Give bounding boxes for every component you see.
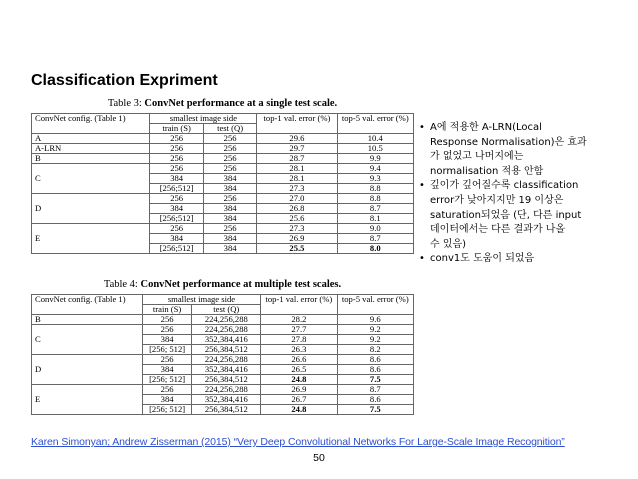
- note-line: conv1도 도움이 되었음: [430, 253, 535, 265]
- cell-top5: 7.5: [337, 405, 413, 415]
- cell-train: 256: [150, 194, 203, 204]
- cell-top1: 27.8: [261, 335, 337, 345]
- cell-top5: 9.6: [337, 315, 413, 325]
- note-line: 깊이가 깊어질수록 classification: [430, 180, 579, 192]
- cell-train: 384: [142, 395, 192, 405]
- cell-top5: 8.7: [337, 204, 413, 214]
- cell-top1: 27.3: [257, 224, 337, 234]
- cell-top5: 9.0: [337, 224, 413, 234]
- column-subheader: test (Q): [192, 305, 261, 315]
- cell-train: [256;512]: [150, 244, 203, 254]
- cell-config: A: [32, 134, 150, 144]
- cell-top5: 9.3: [337, 174, 413, 184]
- cell-train: [256; 512]: [142, 345, 192, 355]
- cell-top5: 8.6: [337, 395, 413, 405]
- note-line: 가 없었고 나머지에는: [430, 151, 524, 163]
- notes-list: [419, 121, 631, 267]
- bullet-marker: •: [419, 122, 425, 133]
- cell-train: 256: [150, 154, 203, 164]
- cell-config: C: [32, 164, 150, 194]
- note-line: saturation되었음 (단, 다른 input: [430, 209, 582, 221]
- column-header: ConvNet config. (Table 1): [32, 295, 143, 315]
- note-item: [419, 252, 631, 267]
- note-line: error가 낮아지지만 19 이상은: [430, 194, 564, 206]
- cell-top5: 8.6: [337, 365, 413, 375]
- bullet-marker: •: [419, 253, 425, 265]
- cell-test: 224,256,288: [192, 355, 261, 365]
- table-3-caption-prefix: Table 3:: [107, 98, 145, 109]
- table-4-caption: [31, 278, 414, 292]
- cell-train: 256: [150, 224, 203, 234]
- table-row: [32, 325, 414, 335]
- cell-test: 384: [203, 244, 256, 254]
- cell-test: 352,384,416: [192, 365, 261, 375]
- cell-top1: 26.9: [257, 234, 337, 244]
- table-3-caption: [31, 97, 414, 111]
- cell-config: B: [32, 315, 143, 325]
- note-item: [419, 121, 631, 179]
- table-row: [32, 315, 414, 325]
- cell-config: E: [32, 385, 143, 415]
- table-3-grid: [31, 113, 414, 254]
- cell-top1: 24.8: [261, 375, 337, 385]
- table-4-grid: [31, 294, 414, 415]
- cell-top1: 29.6: [257, 134, 337, 144]
- cell-test: 256,384,512: [192, 375, 261, 385]
- table-row: [32, 355, 414, 365]
- column-header: smallest image side: [150, 114, 257, 124]
- cell-top5: 10.5: [337, 144, 413, 154]
- cell-train: 384: [150, 204, 203, 214]
- cell-top1: 28.2: [261, 315, 337, 325]
- cell-test: 256: [203, 164, 256, 174]
- cell-top1: 27.0: [257, 194, 337, 204]
- table-row: [32, 154, 414, 164]
- cell-top5: 8.6: [337, 355, 413, 365]
- cell-test: 384: [203, 184, 256, 194]
- cell-top1: 24.8: [261, 405, 337, 415]
- column-header: top-5 val. error (%): [337, 114, 413, 134]
- cell-top1: 27.3: [257, 184, 337, 194]
- cell-train: [256; 512]: [142, 375, 192, 385]
- cell-train: [256; 512]: [142, 405, 192, 415]
- cell-top1: 26.6: [261, 355, 337, 365]
- cell-test: 256: [203, 224, 256, 234]
- cell-config: E: [32, 224, 150, 254]
- cell-top5: 9.2: [337, 335, 413, 345]
- cell-top1: 26.8: [257, 204, 337, 214]
- table-row: [32, 164, 414, 174]
- column-header: top-1 val. error (%): [257, 114, 337, 134]
- table-row: [32, 385, 414, 395]
- cell-test: 256: [203, 154, 256, 164]
- cell-top5: 8.7: [337, 234, 413, 244]
- column-subheader: train (S): [150, 124, 203, 134]
- cell-train: 384: [142, 365, 192, 375]
- cell-config: A-LRN: [32, 144, 150, 154]
- cell-top5: 9.4: [337, 164, 413, 174]
- cell-train: 256: [150, 164, 203, 174]
- note-line: 데이터에서는 다른 결과가 나올: [430, 224, 566, 236]
- cell-test: 224,256,288: [192, 315, 261, 325]
- cell-train: 256: [142, 325, 192, 335]
- cell-train: 256: [142, 385, 192, 395]
- cell-top5: 9.2: [337, 325, 413, 335]
- cell-top5: 8.0: [337, 244, 413, 254]
- table-4-caption-prefix: Table 4:: [103, 279, 141, 290]
- cell-train: [256;512]: [150, 214, 203, 224]
- cell-top1: 25.6: [257, 214, 337, 224]
- cell-train: 384: [150, 234, 203, 244]
- cell-test: 256,384,512: [192, 405, 261, 415]
- note-line: normalisation 적용 안함: [430, 165, 544, 177]
- reference-link[interactable]: Karen Simonyan; Andrew Zisserman (2015) “Very Deep Convolutional Networks For Large-Scale Image Recognition”: [31, 436, 565, 448]
- cell-train: 384: [142, 335, 192, 345]
- cell-top1: 25.5: [257, 244, 337, 254]
- column-header: top-1 val. error (%): [261, 295, 337, 315]
- table-row: [32, 134, 414, 144]
- table-4-caption-title: ConvNet performance at multiple test scales.: [140, 279, 342, 290]
- cell-top1: 26.9: [261, 385, 337, 395]
- cell-top1: 28.1: [257, 174, 337, 184]
- cell-test: 384: [203, 204, 256, 214]
- cell-test: 384: [203, 214, 256, 224]
- cell-train: 256: [142, 355, 192, 365]
- cell-top5: 8.8: [337, 184, 413, 194]
- note-line: A에 적용한 A-LRN(Local: [430, 122, 542, 133]
- cell-train: 256: [150, 134, 203, 144]
- note-item: [419, 179, 631, 252]
- cell-test: 256: [203, 144, 256, 154]
- cell-test: 256,384,512: [192, 345, 261, 355]
- column-header: ConvNet config. (Table 1): [32, 114, 150, 134]
- cell-train: 384: [150, 174, 203, 184]
- cell-test: 224,256,288: [192, 325, 261, 335]
- cell-test: 224,256,288: [192, 385, 261, 395]
- cell-top5: 7.5: [337, 375, 413, 385]
- cell-test: 384: [203, 174, 256, 184]
- column-subheader: train (S): [142, 305, 192, 315]
- cell-test: 384: [203, 234, 256, 244]
- column-header: top-5 val. error (%): [337, 295, 413, 315]
- cell-test: 352,384,416: [192, 335, 261, 345]
- cell-top5: 10.4: [337, 134, 413, 144]
- page-number: 50: [313, 452, 325, 464]
- cell-top1: 28.1: [257, 164, 337, 174]
- cell-top1: 26.7: [261, 395, 337, 405]
- cell-config: D: [32, 194, 150, 224]
- column-subheader: test (Q): [203, 124, 256, 134]
- cell-top5: 8.7: [337, 385, 413, 395]
- cell-top1: 26.5: [261, 365, 337, 375]
- cell-train: [256;512]: [150, 184, 203, 194]
- slide-title: Classification Expriment: [31, 72, 218, 89]
- cell-config: C: [32, 325, 143, 355]
- cell-config: B: [32, 154, 150, 164]
- cell-top5: 8.2: [337, 345, 413, 355]
- cell-top5: 8.1: [337, 214, 413, 224]
- cell-train: 256: [150, 144, 203, 154]
- cell-top5: 9.9: [337, 154, 413, 164]
- cell-top1: 29.7: [257, 144, 337, 154]
- cell-test: 256: [203, 194, 256, 204]
- bullet-marker: •: [419, 180, 425, 192]
- column-header: smallest image side: [142, 295, 260, 305]
- cell-train: 256: [142, 315, 192, 325]
- cell-top5: 8.8: [337, 194, 413, 204]
- note-line: Response Normalisation)은 효과: [430, 136, 587, 148]
- table-3-caption-title: ConvNet performance at a single test scale.: [144, 98, 338, 109]
- cell-config: D: [32, 355, 143, 385]
- cell-test: 352,384,416: [192, 395, 261, 405]
- note-line: 수 있음): [430, 238, 467, 250]
- table-row: [32, 194, 414, 204]
- cell-test: 256: [203, 134, 256, 144]
- table-3: [31, 97, 414, 254]
- table-row: [32, 144, 414, 154]
- cell-top1: 26.3: [261, 345, 337, 355]
- cell-top1: 27.7: [261, 325, 337, 335]
- cell-top1: 28.7: [257, 154, 337, 164]
- table-row: [32, 224, 414, 234]
- table-4: [31, 278, 414, 415]
